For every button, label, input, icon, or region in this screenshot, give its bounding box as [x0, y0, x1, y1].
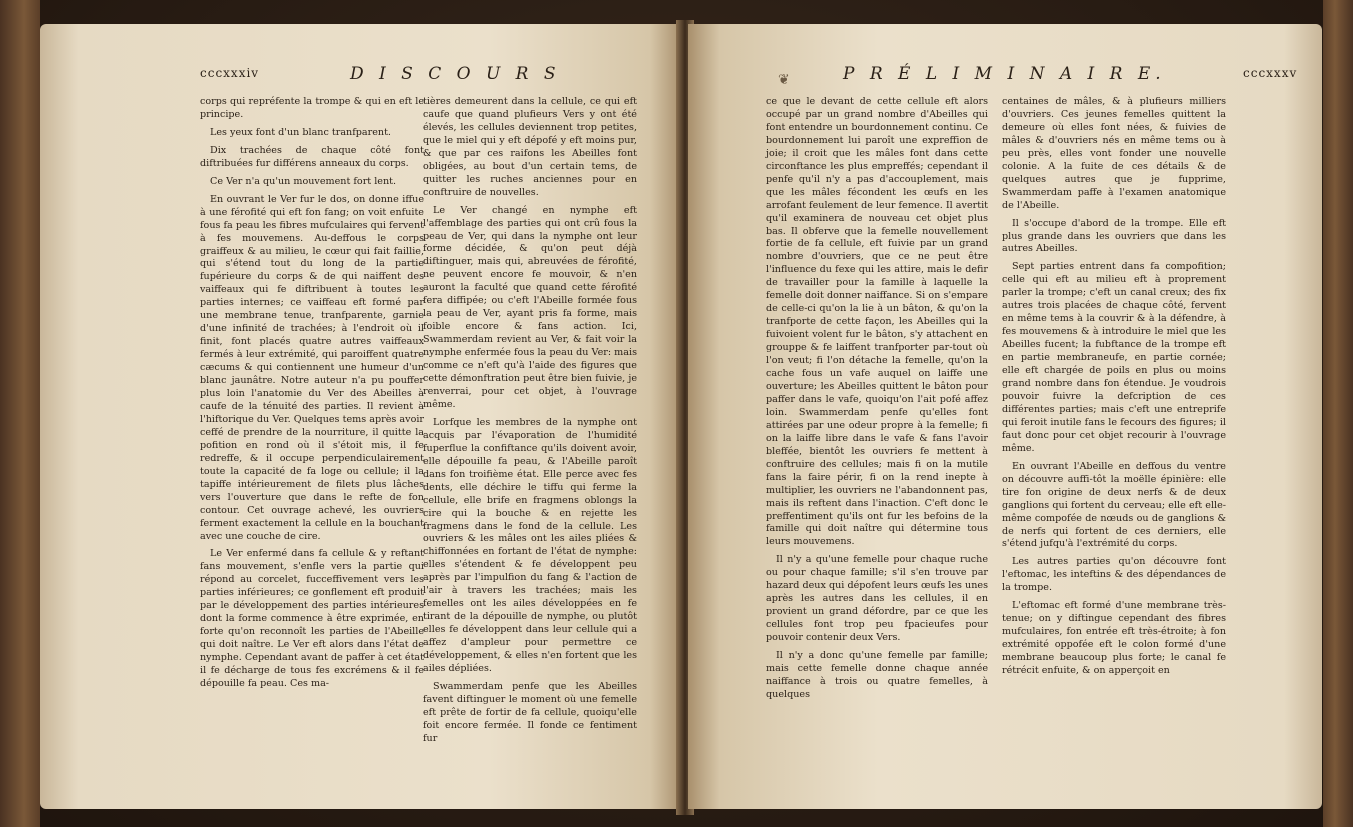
paragraph: En ouvrant le Ver fur le dos, on donne iffue à une férofité qui eft fon fang; on voit enfuite fous fa peau les fibres mufculaires qui fervent à fes mouvemens. Au-deffous le corps graiffeux & au milieu, le cœur qui fait faillie, qui s'étend tout du long de la partie fupérieure du corps & de qui naiffent des vaiffeaux qui fe diftribuent à toutes les parties internes; ce vaiffeau eft formé par une membrane tenue, tranfparente, garnie d'une infinité de trachées; à l'endroit où il finit, font placés quatre autres vaiffeaux fermés à leur extrémité, qui paroiffent quatre cæcums & qui contiennent une humeur d'un blanc jaunâtre. Notre auteur n'a pu pouffer plus loin l'anatomie du Ver des Abeilles à caufe de la ténuité des parties. Il revient à l'hiftorique du Ver. Quelques tems après avoir ceffé de prendre de la nourriture, il quitte la pofition en rond où il s'étoit mis, il fe redreffe, & il occupe perpendiculairement toute la capacité de fa loge ou cellule; il la tapiffe intérieurement de filets plus lâches vers l'ouverture que dans le refte de fon contour. Cet ouvrage achevé, les ouvriers ferment exactement la cellule en la bouchant avec une couche de cire.: [200, 193, 424, 542]
left-page: [40, 24, 682, 809]
right-column-1: [766, 96, 988, 707]
paragraph: Le Ver enfermé dans fa cellule & y reftant fans mouvement, s'enfle vers la partie qui répond au corcelet, fucceffivement vers les parties inférieures; ce gonflement eft produit par le développement des parties intérieures dont la forme commence à être exprimée, en forte qu'on reconnoît les parties de l'Abeille qui doit naître. Le Ver eft alors dans l'état de nymphe. Cependant avant de paffer à cet état il fe décharge de tous fes excrémens & il fe dépouille fa peau. Ces ma-: [200, 548, 424, 689]
left-running-title: D I S C O U R S: [350, 64, 561, 84]
paragraph: Le Ver changé en nymphe eft l'affemblage des parties qui ont crû fous la peau de Ver, qui dans la nymphe ont leur forme décidée, & qu'on peut déjà diftinguer, mais qui, abreuvées de férofité, ne peuvent encore fe mouvoir, & n'en auront la faculté que quand cette férofité fera diffipée; ou c'eft l'Abeille formée fous la peau de Ver, ayant pris fa forme, mais foible encore & fans action. Ici, Swammerdam revient au Ver, & fait voir la nymphe enfermée fous la peau du Ver: mais comme ce n'eft qu'à l'aide des figures que cette démonftration peut être bien fuivie, je renverrai, pour cet objet, à l'ouvrage même.: [423, 204, 637, 410]
left-page-number: cccxxxiv: [200, 66, 260, 80]
paragraph: Il n'y a qu'une femelle pour chaque ruche ou pour chaque famille; s'il s'en trouve par hazard deux qui dépofent leurs œufs les unes après les autres dans les cellules, il en provient un grand défordre, par ce que les cellules font trop peu fpacieufes pour pouvoir contenir deux Vers.: [766, 554, 988, 644]
paragraph: Les autres parties qu'on découvre font l'eftomac, les inteftins & des dépendances de la trompe.: [1002, 556, 1226, 594]
left-column-1: [200, 96, 424, 696]
right-running-title: P R É L I M I N A I R E.: [843, 64, 1166, 84]
right-page-number: cccxxxv: [1243, 66, 1298, 80]
paragraph: En ouvrant l'Abeille en deffous du ventre on découvre auffi-tôt la moëlle épinière: elle tire fon origine de deux nerfs & de deux ganglions qui fortent du cerveau; elle eft elle-même compofée de nœuds ou de ganglions & de nerfs qui fortent de ces derniers, elle s'étend jufqu'à l'extrémité du corps.: [1002, 460, 1226, 550]
left-column-2: [423, 96, 637, 751]
left-binding: [0, 0, 40, 827]
paragraph: Les yeux font d'un blanc tranfparent.: [210, 126, 391, 138]
paragraph: Il s'occupe d'abord de la trompe. Elle eft plus grande dans les ouvriers que dans les autres Abeilles.: [1002, 217, 1226, 255]
paragraph: Lorfque les membres de la nymphe ont acquis par l'évaporation de l'humidité fuperflue la confiftance qu'ils doivent avoir, elle dépouille fa peau, & l'Abeille paroît dans fon troifième état. Elle perce avec fes dents, elle déchire le tiffu qui ferme la cellule, elle brife en fragmens oblongs la cire qui la bouche & en rejette les fragmens dans le fond de la cellule. Les ouvriers & les mâles ont les ailes pliées & chiffonnées en fortant de l'état de nymphe: elles s'étendent & fe développent peu après par l'impulfion du fang & l'action de l'air à travers les trachées; mais les femelles ont les ailes développées en fe tirant de la dépouille de nymphe, ou plutôt elles fe développent dans leur cellule qui a affez d'ampleur pour permettre ce développement, & elles n'en fortent que les ailes dépliées.: [423, 416, 637, 674]
paragraph: ce que le devant de cette cellule eft alors occupé par un grand nombre d'Abeilles qui font entendre un bourdonnement continu. Ce bourdonnement lui paroît une expreffion de joie; il croit que les mâles font dans cette circonftance les plus empreffés; cependant il penfe qu'il n'y a pas d'accouplement, mais que les mâles fécondent les œufs en les arrofant feulement de leur femence. Il avertit qu'il examinera de nouveau cet objet plus bas. Il obferve que la femelle nouvellement fortie de fa cellule, eft fuivie par un grand nombre d'ouvriers, que ce ne peut être l'influence du fexe qui les attire, mais le defir de travailler pour la famille à laquelle la femelle doit donner naiffance. Si on s'empare de celle-ci qu'on la lie à un bâton, & qu'on la tranfporte de cette façon, les Abeilles qui la fuivoient volent fur le bâton, s'y attachent en grouppe & fe laiffent tranfporter par-tout où l'on veut; fi l'on détache la femelle, qu'on la cache fous un vafe auquel on laiffe une ouverture; les Abeilles quittent le bâton pour paffer dans le vafe, quoiqu'on l'ait pofé affez loin. Swammerdam penfe qu'elles font attirées par une odeur propre à la femelle; fi on la laiffe libre dans le vafe & fans l'avoir bleffée, bientôt les ouvriers fe mettent à conftruire des cellules; mais fi on la mutile fans la faire périr, fi on la rend inepte à multiplier, les ouvriers ne l'abandonnent pas, mais ils reftent dans l'inaction. C'eft donc le preffentiment qu'ils ont fur les befoins de la famille qui doit naître qui détermine tous leurs mouvemens.: [766, 96, 988, 548]
right-binding: [1323, 0, 1353, 827]
paragraph: corps qui repréfente la trompe & qui en eft le principe.: [200, 96, 424, 120]
paragraph: Ce Ver n'a qu'un mouvement fort lent.: [210, 175, 397, 187]
right-column-2: [1002, 96, 1226, 683]
paragraph: tières demeurent dans la cellule, ce qui eft caufe que quand plufieurs Vers y ont été élevés, les cellules deviennent trop petites, que le miel qui y eft dépofé y eft moins pur, & que par ces raifons les Abeilles font obligées, au bout d'un certain tems, de quitter les ruches anciennes pour en conftruire de nouvelles.: [423, 96, 637, 198]
paragraph: L'eftomac eft formé d'une membrane très-tenue; on y diftingue cependant des fibres mufculaires, fon entrée eft très-étroite; à fon extrémité oppofée eft le colon formé d'une membrane beaucoup plus forte; le canal fe rétrécit enfuite, & on apperçoit en: [1002, 600, 1226, 677]
paragraph: Dix trachées de chaque côté font diftribuées fur différens anneaux du corps.: [200, 144, 424, 169]
fleuron-icon: ❦: [778, 72, 790, 88]
paragraph: centaines de mâles, & à plufieurs milliers d'ouvriers. Ces jeunes femelles quittent la demeure où elles font nées, & fuivies de mâles & d'ouvriers nés en même tems ou à peu près, elles vont fonder une nouvelle colonie. A la fuite de ces détails & de quelques autres que je fupprime, Swammerdam paffe à l'examen anatomique de l'Abeille.: [1002, 96, 1226, 211]
paragraph: Il n'y a donc qu'une femelle par famille; mais cette femelle donne chaque année naiffance à trois ou quatre femelles, à quelques: [766, 650, 988, 700]
paragraph: Swammerdam penfe que les Abeilles favent diftinguer le moment où une femelle eft prête de fortir de fa cellule, quoiqu'elle foit encore fermée. Il fonde ce fentiment fur: [423, 680, 637, 744]
paragraph: Sept parties entrent dans fa compofition; celle qui eft au milieu eft à proprement parler la trompe; c'eft un canal creux; des fix autres trois placées de chaque côté, fervent en même tems à la couvrir & à la défendre, à fes mouvemens & à introduire le miel que les Abeilles fucent; la fubftance de la trompe eft en partie membraneufe, en partie cornée; elle eft chargée de poils en plus ou moins grand nombre dans fon étendue. Je voudrois pouvoir fuivre la defcription de ces différentes parties; mais c'eft une entreprife qui feroit inutile fans le fecours des figures; il faut donc pour cet objet recourir à l'ouvrage même.: [1002, 261, 1226, 454]
right-page: [688, 24, 1322, 809]
